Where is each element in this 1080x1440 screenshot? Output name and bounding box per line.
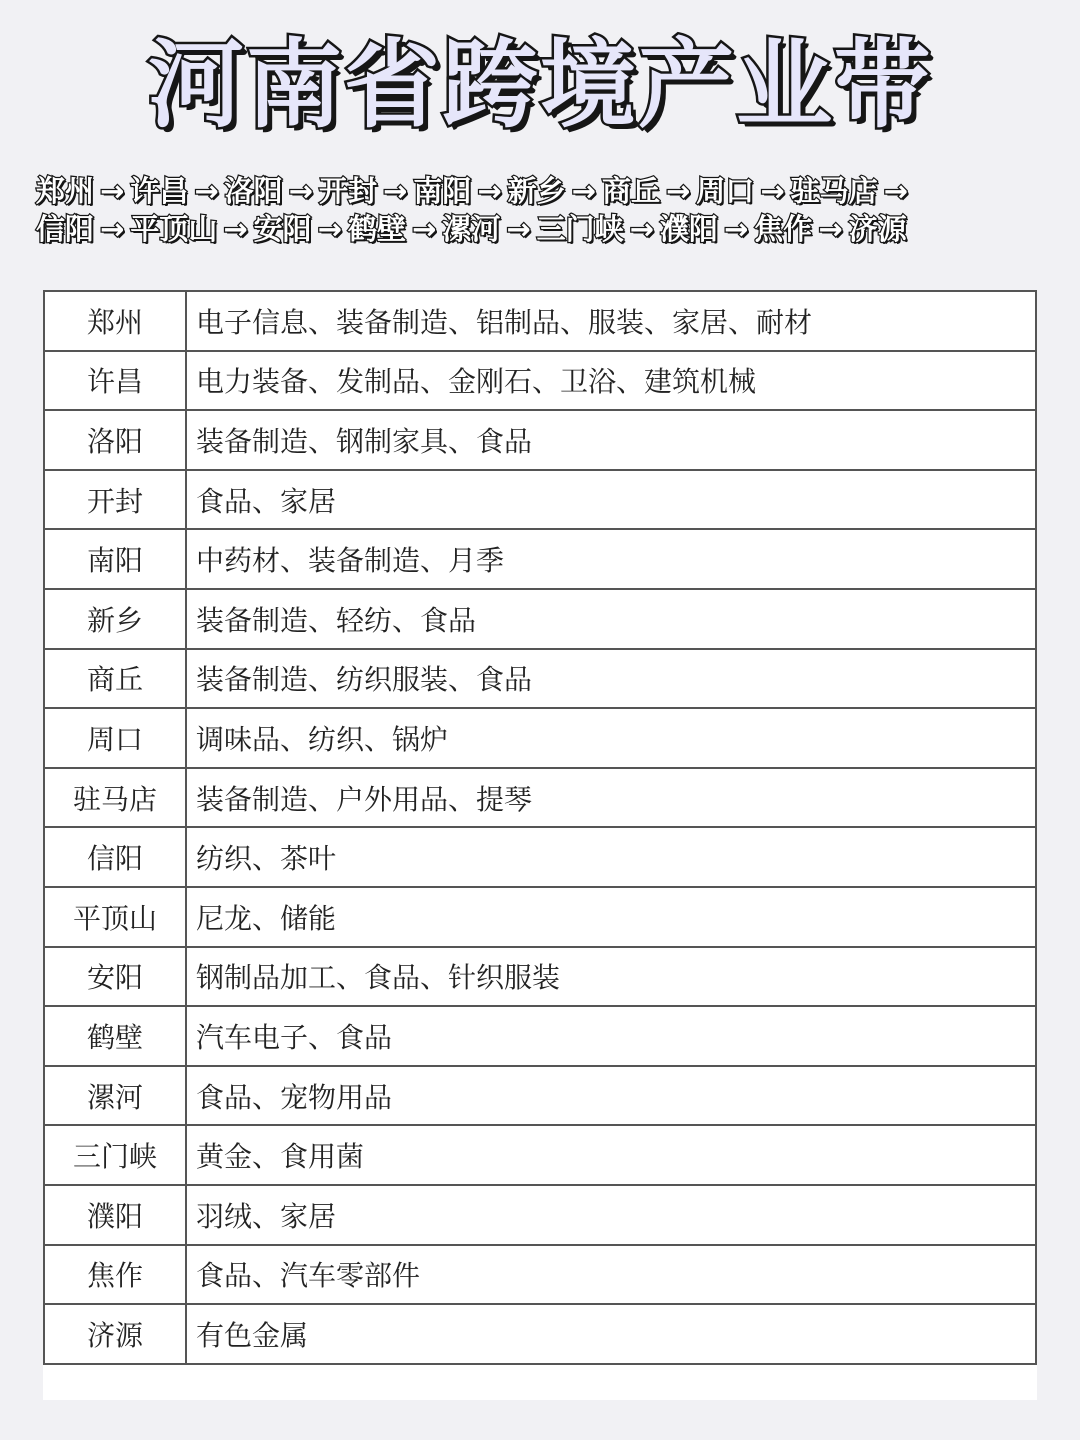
industries-cell: 汽车电子、食品 <box>186 1006 1036 1066</box>
city-cell: 三门峡 <box>44 1125 186 1185</box>
industries-cell: 中药材、装备制造、月季 <box>186 529 1036 589</box>
industries-cell: 纺织、茶叶 <box>186 827 1036 887</box>
industries-cell: 尼龙、储能 <box>186 887 1036 947</box>
table-row <box>44 649 1036 709</box>
table-row <box>44 1185 1036 1245</box>
city-cell: 新乡 <box>44 589 186 649</box>
route-city: 洛阳 <box>224 174 283 208</box>
industry-table-container <box>43 290 1037 1400</box>
route-city: 安阳 <box>253 212 312 246</box>
arrow-right-icon: → <box>412 212 437 246</box>
arrow-right-icon: → <box>194 174 219 208</box>
arrow-right-icon: → <box>100 212 125 246</box>
industries-cell: 食品、汽车零部件 <box>186 1245 1036 1305</box>
city-cell: 平顶山 <box>44 887 186 947</box>
city-cell: 商丘 <box>44 649 186 709</box>
industries-cell: 装备制造、户外用品、提琴 <box>186 768 1036 828</box>
arrow-right-icon: → <box>629 212 654 246</box>
route-city: 驻马店 <box>790 174 878 208</box>
route-city: 漯河 <box>442 212 501 246</box>
table-row <box>44 589 1036 649</box>
route-city: 新乡 <box>507 174 566 208</box>
industries-cell: 食品、宠物用品 <box>186 1066 1036 1126</box>
city-cell: 鹤壁 <box>44 1006 186 1066</box>
route-line-1 <box>36 172 1056 210</box>
table-row <box>44 291 1036 351</box>
city-cell: 周口 <box>44 708 186 768</box>
city-cell: 信阳 <box>44 827 186 887</box>
arrow-right-icon: → <box>571 174 596 208</box>
route-city: 鹤壁 <box>347 212 406 246</box>
industries-cell: 装备制造、纺织服装、食品 <box>186 649 1036 709</box>
city-cell: 驻马店 <box>44 768 186 828</box>
industries-cell: 食品、家居 <box>186 470 1036 530</box>
arrow-right-icon: → <box>665 174 691 208</box>
table-row <box>44 827 1036 887</box>
route-city: 开封 <box>318 174 377 208</box>
city-cell: 南阳 <box>44 529 186 589</box>
industry-table <box>43 290 1037 1365</box>
industries-cell: 装备制造、轻纺、食品 <box>186 589 1036 649</box>
table-row <box>44 768 1036 828</box>
arrow-right-icon: → <box>506 212 531 246</box>
city-route <box>36 172 1056 248</box>
industries-cell: 钢制品加工、食品、针织服装 <box>186 947 1036 1007</box>
city-cell: 焦作 <box>44 1245 186 1305</box>
arrow-right-icon: → <box>477 174 502 208</box>
arrow-right-icon: → <box>883 174 908 208</box>
industries-cell: 有色金属 <box>186 1304 1036 1364</box>
route-city: 濮阳 <box>659 212 718 246</box>
route-city: 信阳 <box>36 212 95 246</box>
page-title: 河南省跨境产业带 <box>148 29 932 141</box>
table-row <box>44 1125 1036 1185</box>
table-row <box>44 529 1036 589</box>
arrow-right-icon: → <box>288 174 313 208</box>
route-city: 商丘 <box>601 174 660 208</box>
arrow-right-icon: → <box>723 212 749 246</box>
city-cell: 安阳 <box>44 947 186 1007</box>
city-cell: 济源 <box>44 1304 186 1364</box>
table-row <box>44 887 1036 947</box>
city-cell: 郑州 <box>44 291 186 351</box>
route-city: 南阳 <box>413 174 472 208</box>
arrow-right-icon: → <box>818 212 843 246</box>
table-row <box>44 1006 1036 1066</box>
route-city: 三门峡 <box>536 212 624 246</box>
arrow-right-icon: → <box>100 174 125 208</box>
table-row <box>44 470 1036 530</box>
table-row <box>44 708 1036 768</box>
industries-cell: 电子信息、装备制造、铝制品、服装、家居、耐材 <box>186 291 1036 351</box>
table-row <box>44 410 1036 470</box>
table-row <box>44 351 1036 411</box>
route-city: 郑州 <box>36 174 95 208</box>
table-row <box>44 947 1036 1007</box>
industries-cell: 羽绒、家居 <box>186 1185 1036 1245</box>
arrow-right-icon: → <box>760 174 785 208</box>
table-row <box>44 1304 1036 1364</box>
route-city: 周口 <box>696 174 755 208</box>
route-city: 济源 <box>848 212 907 246</box>
arrow-right-icon: → <box>223 212 248 246</box>
arrow-right-icon: → <box>383 174 408 208</box>
city-cell: 漯河 <box>44 1066 186 1126</box>
city-cell: 洛阳 <box>44 410 186 470</box>
city-cell: 濮阳 <box>44 1185 186 1245</box>
industries-cell: 黄金、食用菌 <box>186 1125 1036 1185</box>
route-city: 许昌 <box>130 174 189 208</box>
city-cell: 许昌 <box>44 351 186 411</box>
table-row <box>44 1066 1036 1126</box>
route-city: 平顶山 <box>130 212 218 246</box>
industries-cell: 电力装备、发制品、金刚石、卫浴、建筑机械 <box>186 351 1036 411</box>
route-city: 焦作 <box>754 212 813 246</box>
city-cell: 开封 <box>44 470 186 530</box>
industries-cell: 调味品、纺织、锅炉 <box>186 708 1036 768</box>
arrow-right-icon: → <box>317 212 342 246</box>
industries-cell: 装备制造、钢制家具、食品 <box>186 410 1036 470</box>
table-row <box>44 1245 1036 1305</box>
route-line-2 <box>36 210 1056 248</box>
